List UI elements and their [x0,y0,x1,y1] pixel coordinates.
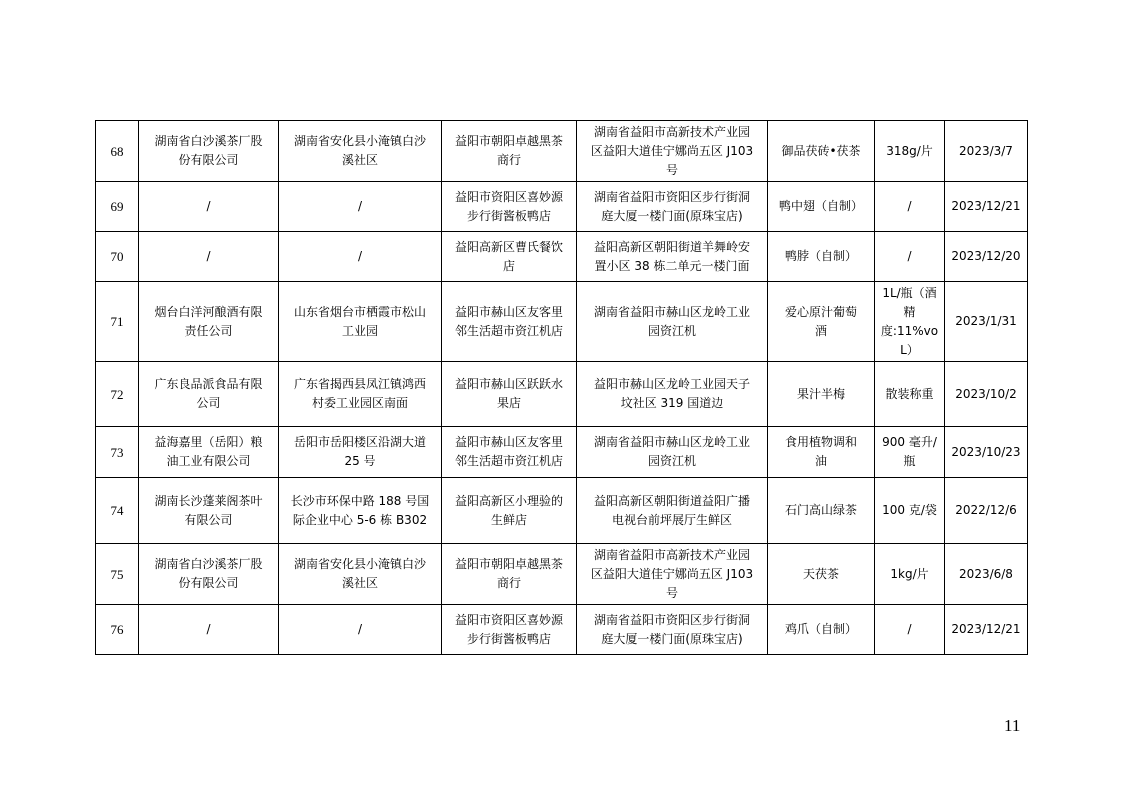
page-number: 11 [1004,716,1021,735]
row-number: 76 [96,605,139,655]
sampling-results-table [95,120,1028,655]
table-row [96,605,1028,655]
table-row [96,362,1028,427]
product-name: 石门高山绿茶 [768,478,875,544]
producer-address: / [279,605,442,655]
row-number: 74 [96,478,139,544]
production-date: 2023/3/7 [945,121,1028,182]
producer-address: / [279,232,442,282]
production-date: 2023/6/8 [945,544,1028,605]
row-number: 68 [96,121,139,182]
seller-address: 湖南省益阳市资阳区步行街洞 庭大厦一楼门面(原珠宝店) [577,182,768,232]
production-date: 2023/12/21 [945,182,1028,232]
product-spec: 1L/瓶（酒 精 度:11%vo L） [875,282,945,362]
producer-name: 益海嘉里（岳阳）粮 油工业有限公司 [139,427,279,478]
seller-address: 湖南省益阳市资阳区步行街洞 庭大厦一楼门面(原珠宝店) [577,605,768,655]
row-number: 73 [96,427,139,478]
product-spec: 900 毫升/ 瓶 [875,427,945,478]
production-date: 2023/12/20 [945,232,1028,282]
producer-name: / [139,232,279,282]
product-spec: / [875,182,945,232]
production-date: 2023/1/31 [945,282,1028,362]
product-spec: 散装称重 [875,362,945,427]
seller-name: 益阳市赫山区友客里 邻生活超市资江机店 [442,282,577,362]
seller-address: 益阳市赫山区龙岭工业园天子 坟社区 319 国道边 [577,362,768,427]
product-spec: 1kg/片 [875,544,945,605]
producer-address: / [279,182,442,232]
producer-name: 湖南长沙蓬莱阁茶叶 有限公司 [139,478,279,544]
product-name: 御品茯砖•茯茶 [768,121,875,182]
seller-address: 湖南省益阳市高新技术产业园 区益阳大道佳宁娜尚五区 J103 号 [577,544,768,605]
table-row [96,427,1028,478]
seller-address: 湖南省益阳市高新技术产业园 区益阳大道佳宁娜尚五区 J103 号 [577,121,768,182]
producer-name: / [139,182,279,232]
product-name: 鸡爪（自制） [768,605,875,655]
producer-name: 湖南省白沙溪茶厂股 份有限公司 [139,544,279,605]
seller-name: 益阳市朝阳卓越黑茶 商行 [442,121,577,182]
product-spec: / [875,232,945,282]
seller-address: 湖南省益阳市赫山区龙岭工业 园资江机 [577,427,768,478]
product-name: 爱心原汁葡萄 酒 [768,282,875,362]
table-row [96,121,1028,182]
product-spec: / [875,605,945,655]
table-row [96,282,1028,362]
producer-address: 岳阳市岳阳楼区沿湖大道 25 号 [279,427,442,478]
producer-address: 长沙市环保中路 188 号国 际企业中心 5-6 栋 B302 [279,478,442,544]
production-date: 2023/12/21 [945,605,1028,655]
seller-name: 益阳市朝阳卓越黑茶 商行 [442,544,577,605]
producer-address: 山东省烟台市栖霞市松山 工业园 [279,282,442,362]
producer-address: 湖南省安化县小淹镇白沙 溪社区 [279,121,442,182]
table-row [96,544,1028,605]
production-date: 2023/10/2 [945,362,1028,427]
producer-name: 烟台白洋河酿酒有限 责任公司 [139,282,279,362]
product-spec: 100 克/袋 [875,478,945,544]
product-name: 鸭脖（自制） [768,232,875,282]
producer-address: 广东省揭西县凤江镇鸿西 村委工业园区南面 [279,362,442,427]
table-row [96,182,1028,232]
producer-name: 广东良品派食品有限 公司 [139,362,279,427]
producer-address: 湖南省安化县小淹镇白沙 溪社区 [279,544,442,605]
seller-name: 益阳高新区小理验的 生鲜店 [442,478,577,544]
production-date: 2023/10/23 [945,427,1028,478]
seller-address: 益阳高新区朝阳街道益阳广播 电视台前坪展厅生鲜区 [577,478,768,544]
table-row [96,478,1028,544]
seller-name: 益阳高新区曹氏餐饮 店 [442,232,577,282]
seller-name: 益阳市资阳区喜妙源 步行街酱板鸭店 [442,182,577,232]
product-name: 天茯茶 [768,544,875,605]
row-number: 69 [96,182,139,232]
table-row [96,232,1028,282]
seller-name: 益阳市资阳区喜妙源 步行街酱板鸭店 [442,605,577,655]
seller-name: 益阳市赫山区友客里 邻生活超市资江机店 [442,427,577,478]
seller-address: 益阳高新区朝阳街道羊舞岭安 置小区 38 栋二单元一楼门面 [577,232,768,282]
seller-address: 湖南省益阳市赫山区龙岭工业 园资江机 [577,282,768,362]
row-number: 70 [96,232,139,282]
seller-name: 益阳市赫山区跃跃水 果店 [442,362,577,427]
producer-name: / [139,605,279,655]
production-date: 2022/12/6 [945,478,1028,544]
row-number: 71 [96,282,139,362]
producer-name: 湖南省白沙溪茶厂股 份有限公司 [139,121,279,182]
row-number: 72 [96,362,139,427]
product-name: 食用植物调和 油 [768,427,875,478]
product-name: 果汁半梅 [768,362,875,427]
row-number: 75 [96,544,139,605]
product-name: 鸭中翅（自制） [768,182,875,232]
product-spec: 318g/片 [875,121,945,182]
